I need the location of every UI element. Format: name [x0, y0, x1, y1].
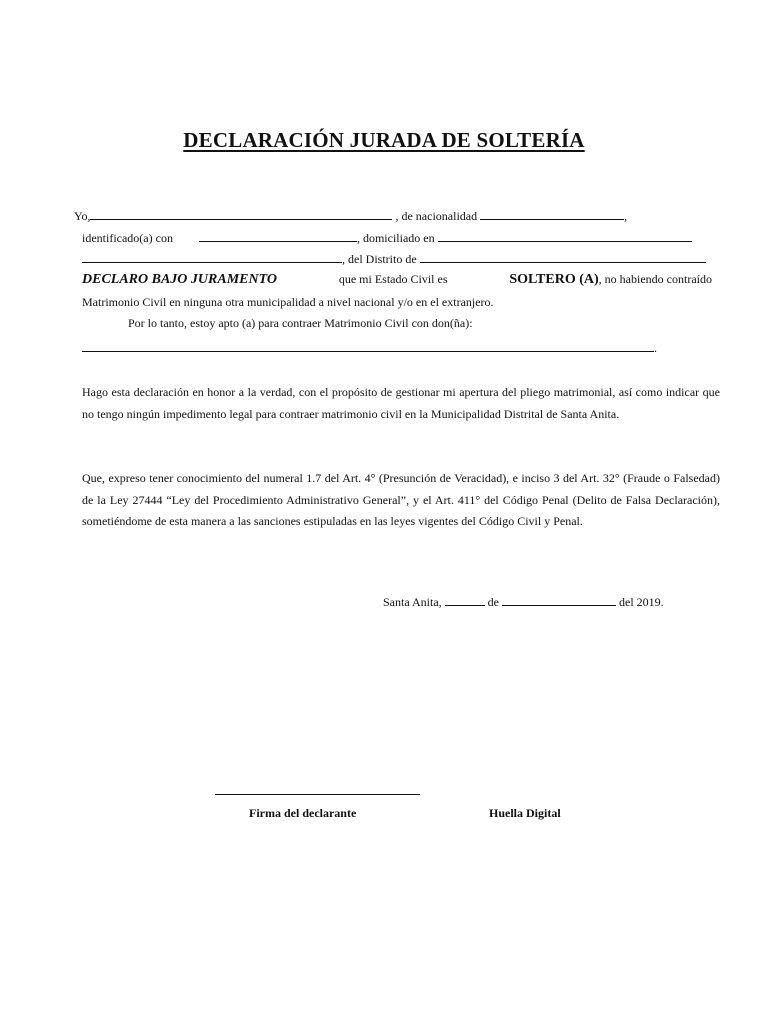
yo-label: Yo, [74, 209, 91, 223]
address-continued-blank[interactable] [82, 251, 342, 263]
signature-line[interactable] [215, 794, 420, 795]
de-label: de [487, 595, 499, 609]
no-contract-text: , no habiendo contraído [598, 272, 712, 286]
nationality-label: , de nacionalidad [395, 209, 478, 223]
nationality-blank[interactable] [480, 208, 624, 220]
day-blank[interactable] [445, 594, 485, 606]
paragraph-knowledge: Que, expreso tener conocimiento del numeral 1.7 del Art. 4° (Presunción de Veracidad), e inciso 3 del Art. 32° (Fraude o Falsedad) de la Ley 27444 “Ley del Procedimiento Administrativo General”, y el Art. 411° del Código Penal (Delito de Falsa Declaración), sometiéndome de esta manera a las sanciones estipuladas en las leyes vigentes del Código Civil y Penal. [82, 471, 720, 528]
address-label: , domiciliado en [356, 231, 435, 245]
district-blank[interactable] [420, 251, 706, 263]
date-line [383, 594, 664, 609]
comma-label: , [624, 209, 628, 223]
year-label: del 2019. [619, 595, 664, 609]
fingerprint-label: Huella Digital [489, 806, 561, 820]
id-blank[interactable] [199, 230, 357, 242]
matrimony-line: Matrimonio Civil en ninguna otra municipalidad a nivel nacional y/o en el extranjero. [82, 295, 494, 309]
name-line [74, 208, 627, 223]
district-label: , del Distrito de [342, 252, 417, 266]
soltero-text: SOLTERO (A) [509, 272, 599, 287]
name-blank[interactable] [90, 208, 392, 220]
period-text: . [654, 341, 657, 355]
document-title: DECLARACIÓN JURADA DE SOLTERÍA [183, 128, 585, 152]
identified-label: identificado(a) con [82, 231, 173, 245]
civil-state-text: que mi Estado Civil es [338, 272, 448, 286]
place-label: Santa Anita, [383, 595, 442, 609]
paragraph-honor: Hago esta declaración en honor a la verdad, con el propósito de gestionar mi apertura del pliego matrimonial, así como indicar que no tengo ningún impedimento legal para contraer matrimonio civil en la Municipalidad Distrital de Santa Anita. [82, 385, 720, 421]
address-blank[interactable] [438, 230, 692, 242]
month-blank[interactable] [502, 594, 616, 606]
declaro-text: DECLARO BAJO JURAMENTO [82, 272, 278, 287]
signature-label: Firma del declarante [249, 806, 357, 820]
district-line [82, 251, 706, 266]
id-line [82, 230, 692, 245]
apt-line: Por lo tanto, estoy apto (a) para contraer Matrimonio Civil con don(ña): [128, 316, 473, 330]
spouse-blank[interactable] [82, 340, 654, 352]
spouse-name-line [82, 340, 657, 355]
declaration-line [82, 272, 712, 287]
